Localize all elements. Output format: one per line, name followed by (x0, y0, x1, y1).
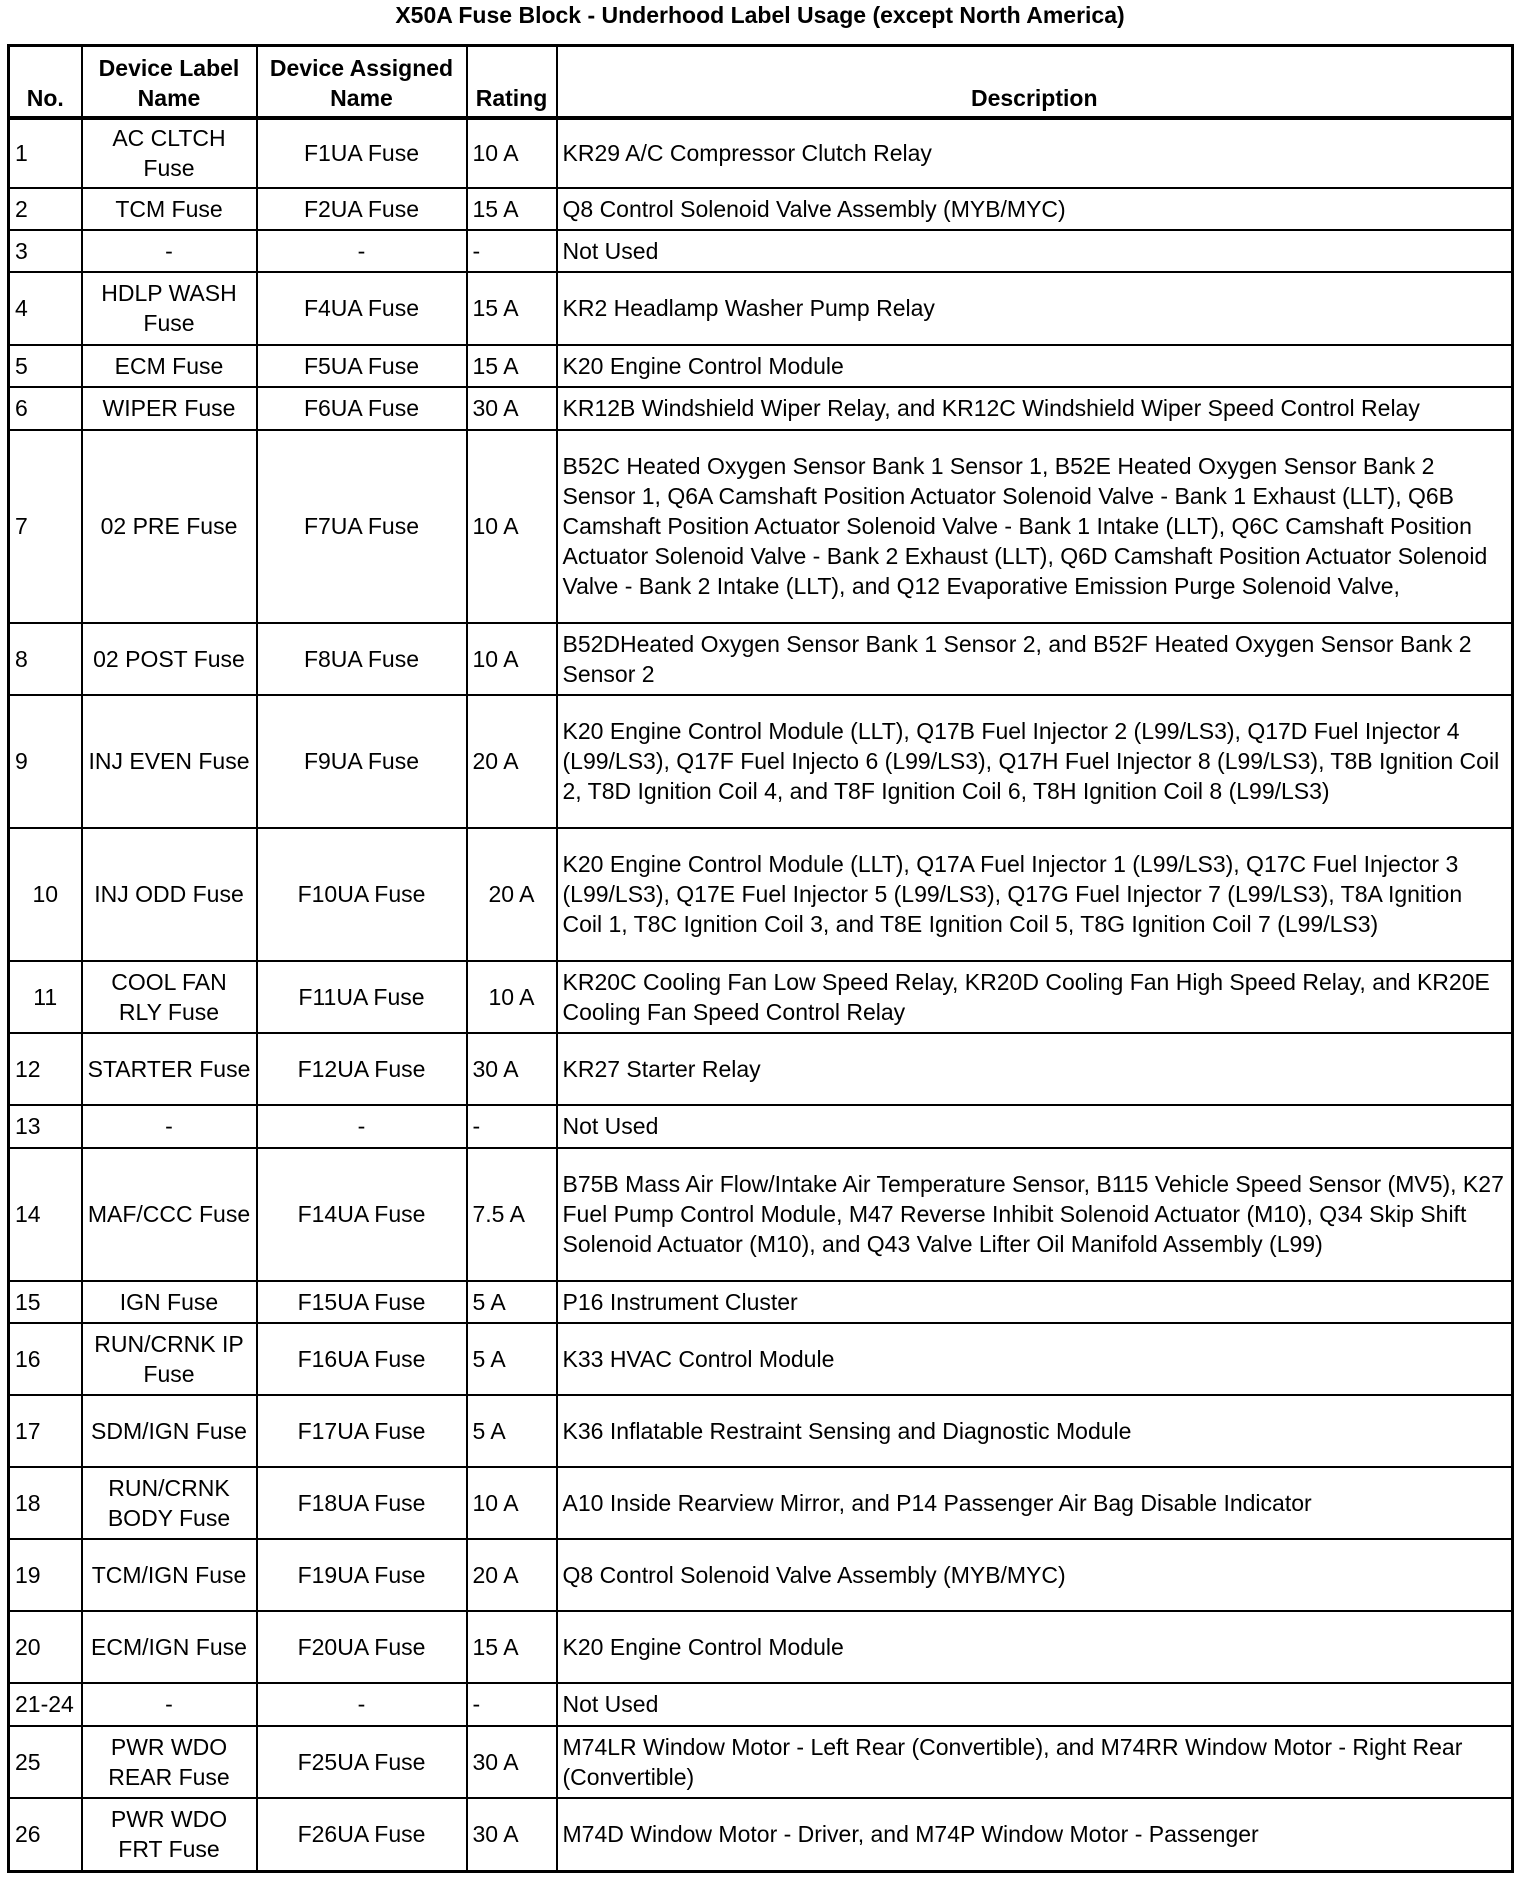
cell-no: 8 (9, 623, 82, 695)
cell-description: Not Used (557, 1683, 1513, 1726)
cell-no: 9 (9, 695, 82, 828)
cell-assigned-name: F18UA Fuse (257, 1467, 467, 1539)
cell-rating: 15 A (467, 345, 557, 387)
cell-label-name: INJ ODD Fuse (82, 828, 257, 961)
cell-label-name: - (82, 230, 257, 272)
table-row (9, 1281, 1513, 1323)
cell-description: K33 HVAC Control Module (557, 1323, 1513, 1395)
cell-assigned-name: F8UA Fuse (257, 623, 467, 695)
cell-rating: 5 A (467, 1395, 557, 1467)
cell-assigned-name: F20UA Fuse (257, 1611, 467, 1683)
cell-rating: 10 A (467, 430, 557, 623)
table-row (9, 1105, 1513, 1148)
cell-rating: - (467, 1683, 557, 1726)
header-no: No. (9, 46, 82, 118)
cell-no: 16 (9, 1323, 82, 1395)
cell-label-name: PWR WDO REAR Fuse (82, 1726, 257, 1798)
cell-assigned-name: F7UA Fuse (257, 430, 467, 623)
cell-label-name: TCM/IGN Fuse (82, 1539, 257, 1611)
cell-rating: 15 A (467, 1611, 557, 1683)
cell-no: 25 (9, 1726, 82, 1798)
cell-assigned-name: F17UA Fuse (257, 1395, 467, 1467)
table-row (9, 1148, 1513, 1281)
cell-no: 5 (9, 345, 82, 387)
table-row (9, 188, 1513, 230)
table-row (9, 1798, 1513, 1872)
table-row (9, 1467, 1513, 1539)
cell-assigned-name: F25UA Fuse (257, 1726, 467, 1798)
cell-label-name: PWR WDO FRT Fuse (82, 1798, 257, 1872)
cell-rating: 15 A (467, 272, 557, 345)
cell-description: M74LR Window Motor - Left Rear (Convertible), and M74RR Window Motor - Right Rear (Convertible) (557, 1726, 1513, 1798)
table-row (9, 961, 1513, 1033)
cell-no: 2 (9, 188, 82, 230)
cell-description: Q8 Control Solenoid Valve Assembly (MYB/MYC) (557, 1539, 1513, 1611)
cell-description: P16 Instrument Cluster (557, 1281, 1513, 1323)
header-device-assigned-name: Device Assigned Name (257, 46, 467, 118)
cell-label-name: ECM/IGN Fuse (82, 1611, 257, 1683)
cell-description: K20 Engine Control Module (557, 1611, 1513, 1683)
cell-description: KR27 Starter Relay (557, 1033, 1513, 1105)
cell-label-name: 02 PRE Fuse (82, 430, 257, 623)
cell-rating: 7.5 A (467, 1148, 557, 1281)
cell-rating: 30 A (467, 1726, 557, 1798)
cell-label-name: HDLP WASH Fuse (82, 272, 257, 345)
cell-assigned-name: F19UA Fuse (257, 1539, 467, 1611)
table-header (9, 46, 1513, 118)
cell-assigned-name: F5UA Fuse (257, 345, 467, 387)
cell-description: K20 Engine Control Module (557, 345, 1513, 387)
cell-no: 13 (9, 1105, 82, 1148)
cell-label-name: MAF/CCC Fuse (82, 1148, 257, 1281)
page-title: X50A Fuse Block - Underhood Label Usage (except North America) (395, 2, 1125, 28)
cell-description: KR20C Cooling Fan Low Speed Relay, KR20D Cooling Fan High Speed Relay, and KR20E Cooling Fan Speed Control Relay (557, 961, 1513, 1033)
cell-no: 20 (9, 1611, 82, 1683)
table-row (9, 1726, 1513, 1798)
cell-label-name: IGN Fuse (82, 1281, 257, 1323)
cell-rating: - (467, 1105, 557, 1148)
table-row (9, 623, 1513, 695)
cell-rating: 20 A (467, 1539, 557, 1611)
cell-rating: 15 A (467, 188, 557, 230)
cell-no: 7 (9, 430, 82, 623)
cell-label-name: RUN/CRNK IP Fuse (82, 1323, 257, 1395)
cell-description: K20 Engine Control Module (LLT), Q17B Fuel Injector 2 (L99/LS3), Q17D Fuel Injector 4 (L99/LS3), Q17F Fuel Injecto 6 (L99/LS3), Q17H Fuel Injector 8 (L99/LS3), T8B Ignition Coil 2, T8D Ignition Coil 4, and T8F Ignition Coil 6, T8H Ignition Coil 8 (L99/LS3) (557, 695, 1513, 828)
header-device-label-name: Device Label Name (82, 46, 257, 118)
cell-label-name: STARTER Fuse (82, 1033, 257, 1105)
table-row (9, 1033, 1513, 1105)
table-row (9, 828, 1513, 961)
table-row (9, 695, 1513, 828)
table-row (9, 1539, 1513, 1611)
cell-rating: 10 A (467, 623, 557, 695)
cell-rating: 30 A (467, 387, 557, 430)
cell-rating: 10 A (467, 961, 557, 1033)
cell-label-name: WIPER Fuse (82, 387, 257, 430)
cell-assigned-name: F2UA Fuse (257, 188, 467, 230)
cell-description: KR2 Headlamp Washer Pump Relay (557, 272, 1513, 345)
cell-rating: 10 A (467, 1467, 557, 1539)
table-row (9, 430, 1513, 623)
cell-rating: 5 A (467, 1323, 557, 1395)
cell-label-name: - (82, 1683, 257, 1726)
header-row (9, 46, 1513, 118)
cell-assigned-name: - (257, 1683, 467, 1726)
cell-label-name: 02 POST Fuse (82, 623, 257, 695)
cell-no: 12 (9, 1033, 82, 1105)
cell-description: K20 Engine Control Module (LLT), Q17A Fuel Injector 1 (L99/LS3), Q17C Fuel Injector 3 (L99/LS3), Q17E Fuel Injector 5 (L99/LS3), Q17G Fuel Injector 7 (L99/LS3), T8A Ignition Coil 1, T8C Ignition Coil 3, and T8E Ignition Coil 5, T8G Ignition Coil 7 (L99/LS3) (557, 828, 1513, 961)
cell-label-name: AC CLTCH Fuse (82, 118, 257, 188)
table-row (9, 387, 1513, 430)
cell-assigned-name: F10UA Fuse (257, 828, 467, 961)
cell-label-name: COOL FAN RLY Fuse (82, 961, 257, 1033)
table-body (9, 118, 1513, 1872)
table-row (9, 1611, 1513, 1683)
cell-assigned-name: F1UA Fuse (257, 118, 467, 188)
cell-description: A10 Inside Rearview Mirror, and P14 Passenger Air Bag Disable Indicator (557, 1467, 1513, 1539)
cell-description: B75B Mass Air Flow/Intake Air Temperature Sensor, B115 Vehicle Speed Sensor (MV5), K27 Fuel Pump Control Module, M47 Reverse Inhibit Solenoid Actuator (M10), Q34 Skip Shift Solenoid Actuator (M10), and Q43 Valve Lifter Oil Manifold Assembly (L99) (557, 1148, 1513, 1281)
header-rating: Rating (467, 46, 557, 118)
cell-rating: 20 A (467, 828, 557, 961)
table-row (9, 272, 1513, 345)
table-row (9, 1395, 1513, 1467)
cell-description: Not Used (557, 1105, 1513, 1148)
cell-no: 18 (9, 1467, 82, 1539)
cell-description: KR29 A/C Compressor Clutch Relay (557, 118, 1513, 188)
cell-rating: 30 A (467, 1033, 557, 1105)
table-row (9, 118, 1513, 188)
cell-label-name: TCM Fuse (82, 188, 257, 230)
cell-rating: 20 A (467, 695, 557, 828)
cell-no: 14 (9, 1148, 82, 1281)
cell-no: 17 (9, 1395, 82, 1467)
cell-description: Q8 Control Solenoid Valve Assembly (MYB/MYC) (557, 188, 1513, 230)
header-description: Description (557, 46, 1513, 118)
table-row (9, 1683, 1513, 1726)
cell-label-name: SDM/IGN Fuse (82, 1395, 257, 1467)
cell-no: 19 (9, 1539, 82, 1611)
cell-assigned-name: F11UA Fuse (257, 961, 467, 1033)
cell-no: 15 (9, 1281, 82, 1323)
cell-rating: 10 A (467, 118, 557, 188)
cell-no: 26 (9, 1798, 82, 1872)
cell-label-name: ECM Fuse (82, 345, 257, 387)
cell-assigned-name: F9UA Fuse (257, 695, 467, 828)
cell-label-name: RUN/CRNK BODY Fuse (82, 1467, 257, 1539)
cell-description: Not Used (557, 230, 1513, 272)
cell-description: B52C Heated Oxygen Sensor Bank 1 Sensor 1, B52E Heated Oxygen Sensor Bank 2 Sensor 1, Q6A Camshaft Position Actuator Solenoid Valve - Bank 1 Exhaust (LLT), Q6B Camshaft Position Actuator Solenoid Valve - Bank 1 Intake (LLT), Q6C Camshaft Position Actuator Solenoid Valve - Bank 2 Exhaust (LLT), Q6D Camshaft Position Actuator Solenoid Valve - Bank 2 Intake (LLT), and Q12 Evaporative Emission Purge Solenoid Valve, (557, 430, 1513, 623)
table-row (9, 345, 1513, 387)
table-row (9, 1323, 1513, 1395)
cell-description: B52DHeated Oxygen Sensor Bank 1 Sensor 2, and B52F Heated Oxygen Sensor Bank 2 Sensor 2 (557, 623, 1513, 695)
table-row (9, 230, 1513, 272)
cell-assigned-name: F6UA Fuse (257, 387, 467, 430)
cell-no: 4 (9, 272, 82, 345)
cell-assigned-name: F12UA Fuse (257, 1033, 467, 1105)
cell-assigned-name: - (257, 1105, 467, 1148)
cell-description: KR12B Windshield Wiper Relay, and KR12C Windshield Wiper Speed Control Relay (557, 387, 1513, 430)
cell-assigned-name: F4UA Fuse (257, 272, 467, 345)
cell-no: 10 (9, 828, 82, 961)
cell-description: K36 Inflatable Restraint Sensing and Diagnostic Module (557, 1395, 1513, 1467)
cell-label-name: - (82, 1105, 257, 1148)
cell-no: 21-24 (9, 1683, 82, 1726)
cell-no: 6 (9, 387, 82, 430)
cell-description: M74D Window Motor - Driver, and M74P Window Motor - Passenger (557, 1798, 1513, 1872)
cell-assigned-name: F16UA Fuse (257, 1323, 467, 1395)
fuse-table (7, 44, 1514, 1873)
cell-rating: 30 A (467, 1798, 557, 1872)
cell-rating: - (467, 230, 557, 272)
cell-rating: 5 A (467, 1281, 557, 1323)
cell-assigned-name: F14UA Fuse (257, 1148, 467, 1281)
cell-no: 1 (9, 118, 82, 188)
cell-assigned-name: F26UA Fuse (257, 1798, 467, 1872)
cell-assigned-name: F15UA Fuse (257, 1281, 467, 1323)
cell-label-name: INJ EVEN Fuse (82, 695, 257, 828)
cell-assigned-name: - (257, 230, 467, 272)
cell-no: 3 (9, 230, 82, 272)
cell-no: 11 (9, 961, 82, 1033)
